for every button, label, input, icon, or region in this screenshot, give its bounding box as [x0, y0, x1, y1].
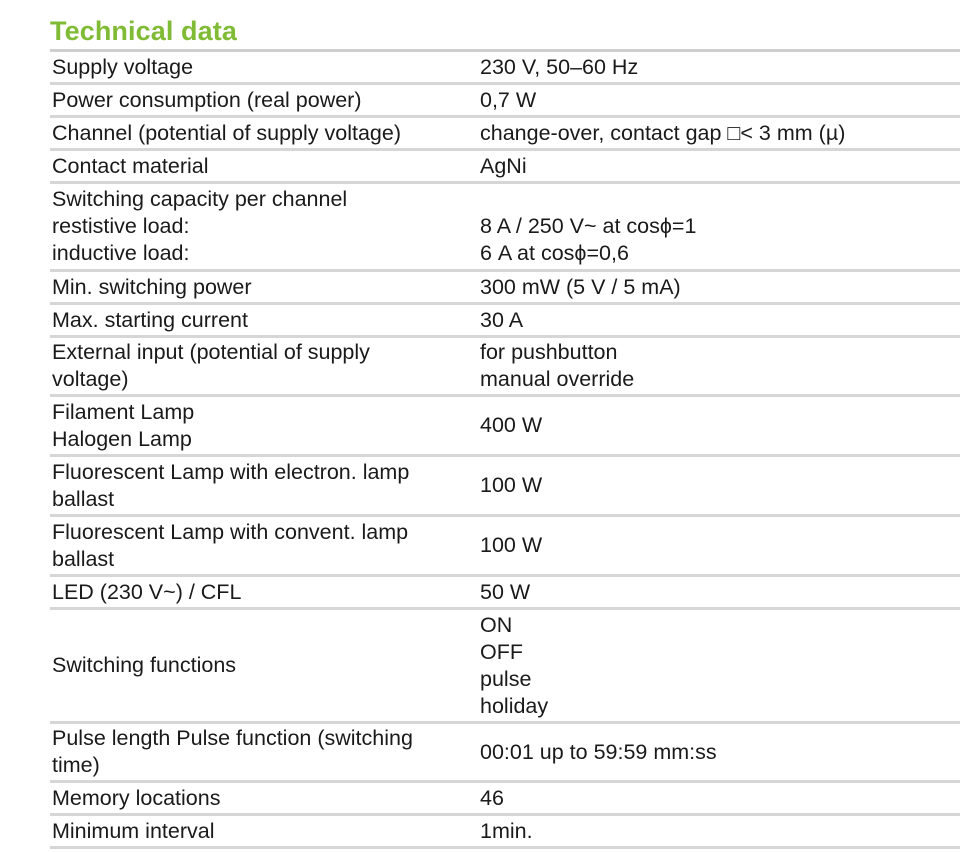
table-row: [50, 610, 960, 724]
row-value: for pushbutton manual override: [480, 340, 635, 391]
row-value: 1min.: [480, 818, 533, 843]
row-label: Pulse length Pulse function (switching time): [52, 726, 413, 777]
row-value: 00:01 up to 59:59 mm:ss: [480, 739, 717, 764]
row-value: 100 W: [480, 533, 543, 557]
table-row: [50, 517, 960, 577]
row-label: Contact material: [52, 153, 209, 178]
table-row: [50, 184, 960, 272]
row-value: 30 A: [480, 307, 524, 332]
row-value: ON OFF pulse holiday: [480, 612, 549, 718]
table-row: [50, 577, 960, 610]
table-row: [50, 457, 960, 517]
row-label: LED (230 V~) / CFL: [52, 579, 242, 604]
table-row: [50, 118, 960, 151]
row-label: Switching functions: [52, 653, 237, 677]
row-value: change-over, contact gap □< 3 mm (µ): [480, 120, 846, 145]
row-label: Switching capacity per channel restistive load: inductive load:: [52, 187, 348, 265]
section-title: Technical data: [50, 16, 237, 46]
row-value: AgNi: [480, 153, 527, 178]
row-label: Fluorescent Lamp with electron. lamp ballast: [52, 459, 410, 511]
technical-data-table: [50, 52, 960, 849]
row-value: 8 A / 250 V~ at cosϕ=1 6 A at cosϕ=0,6: [480, 214, 697, 265]
table-row: [50, 397, 960, 457]
table-row: [50, 85, 960, 118]
row-value: 46: [480, 785, 504, 810]
table-row: [50, 272, 960, 305]
table-row: [50, 151, 960, 184]
row-value: 400 W: [480, 413, 543, 437]
row-value: 0,7 W: [480, 87, 537, 112]
row-label: Filament Lamp Halogen Lamp: [52, 399, 195, 451]
row-label: Min. switching power: [52, 274, 252, 299]
row-value: 50 W: [480, 579, 531, 604]
row-value: 230 V, 50–60 Hz: [480, 54, 639, 79]
table-row: [50, 724, 960, 783]
row-label: Max. starting current: [52, 307, 248, 332]
table-row: [50, 305, 960, 338]
table-row: [50, 783, 960, 816]
row-label: Channel (potential of supply voltage): [52, 120, 401, 145]
table-row: [50, 338, 960, 397]
technical-data-section: [50, 0, 960, 849]
row-label: Memory locations: [52, 785, 221, 810]
row-value: 100 W: [480, 473, 543, 497]
row-label: Supply voltage: [52, 54, 194, 79]
table-row: [50, 816, 960, 849]
row-label: Minimum interval: [52, 818, 215, 843]
row-label: External input (potential of supply voltage): [52, 340, 370, 391]
row-label: Fluorescent Lamp with convent. lamp ballast: [52, 519, 409, 571]
table-row: [50, 52, 960, 85]
row-value: 300 mW (5 V / 5 mA): [480, 274, 681, 299]
row-label: Power consumption (real power): [52, 87, 362, 112]
